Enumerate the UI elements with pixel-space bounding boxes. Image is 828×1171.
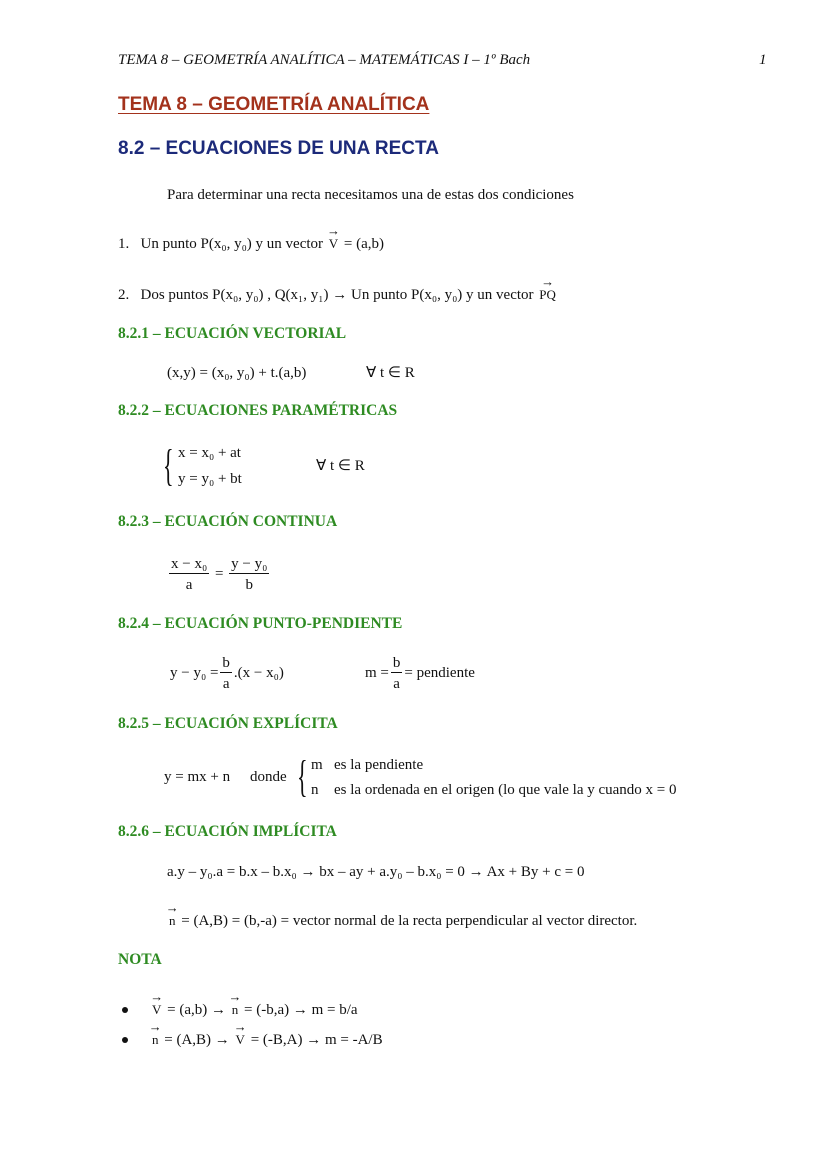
vector-n: → n bbox=[230, 1001, 241, 1019]
running-header: TEMA 8 – GEOMETRÍA ANALÍTICA – MATEMÁTICAS I – 1º Bach bbox=[118, 52, 531, 68]
condition-text: Dos puntos P(x₀, y₀) , Q(x₁, y₁) → Un punto P(x₀, y₀) y un vector bbox=[140, 287, 534, 303]
section-title: 8.2 – ECUACIONES DE UNA RECTA bbox=[118, 138, 439, 159]
nota-text: = (-B,A) → m = -A/B bbox=[250, 1032, 383, 1048]
equals: = bbox=[214, 565, 224, 582]
heading-implicita: 8.2.6 – ECUACIÓN IMPLÍCITA bbox=[118, 823, 337, 840]
eq-punto-pendiente bbox=[170, 654, 284, 693]
lhs: m = bbox=[365, 664, 389, 681]
nota-text: = (A,B) → bbox=[164, 1032, 230, 1048]
lhs: y − y₀ = bbox=[170, 664, 219, 681]
fraction-numerator: x − x₀ bbox=[171, 556, 208, 572]
list-number: 2. bbox=[118, 287, 130, 303]
eq-vectorial: (x,y) = (x₀, y₀) + t.(a,b) bbox=[167, 365, 307, 381]
vector-n: → n bbox=[167, 912, 178, 930]
n-description: es la ordenada en el origen (lo que vale la y cuando x = 0 bbox=[334, 782, 677, 798]
heading-vectorial: 8.2.1 – ECUACIÓN VECTORIAL bbox=[118, 325, 347, 342]
fraction-numerator: b bbox=[222, 655, 230, 671]
normal-description: = (A,B) = (b,-a) = vector normal de la recta perpendicular al vector director. bbox=[181, 913, 638, 929]
list-number: 1. bbox=[118, 236, 130, 252]
condition-tail: = (a,b) bbox=[343, 236, 385, 252]
condition-text: Un punto P(x₀, y₀) y un vector bbox=[140, 236, 324, 252]
n-symbol: n bbox=[311, 782, 319, 798]
bullet bbox=[122, 1007, 128, 1013]
heading-continua: 8.2.3 – ECUACIÓN CONTINUA bbox=[118, 513, 338, 530]
vector-pq: → PQ bbox=[537, 286, 558, 304]
condition-2 bbox=[118, 286, 558, 304]
nota-item bbox=[150, 1001, 358, 1019]
donde-label: donde bbox=[250, 769, 287, 785]
vector-v: → V bbox=[327, 235, 340, 253]
m-description: es la pendiente bbox=[334, 757, 424, 773]
cond-parametricas: ∀ t ∈ R bbox=[316, 458, 365, 474]
heading-parametricas: 8.2.2 – ECUACIONES PARAMÉTRICAS bbox=[118, 402, 398, 419]
nota-text: = (-b,a) → m = b/a bbox=[244, 1002, 358, 1018]
eq-parametric-y: y = y₀ + bt bbox=[178, 471, 242, 487]
fraction-denominator: a bbox=[393, 676, 400, 692]
vector-v: → V bbox=[234, 1031, 247, 1049]
normal-vector-line bbox=[167, 912, 637, 930]
rhs: .(x − x₀) bbox=[233, 664, 284, 681]
fraction-numerator: y − y₀ bbox=[231, 556, 268, 572]
eq-explicita: y = mx + n bbox=[164, 769, 231, 785]
fraction-denominator: a bbox=[222, 676, 230, 692]
eq-pendiente bbox=[365, 654, 475, 693]
nota-text: = (a,b) → bbox=[167, 1002, 226, 1018]
eq-implicita: a.y – y₀.a = b.x – b.x₀ → bx – ay + a.y₀ – b.x₀ = 0 → Ax + By + c = 0 bbox=[167, 864, 585, 880]
fraction-denominator: a bbox=[185, 577, 193, 593]
fraction-numerator: b bbox=[392, 655, 401, 671]
condition-1 bbox=[118, 235, 384, 253]
nota-item bbox=[150, 1031, 383, 1049]
vector-v: → V bbox=[150, 1001, 163, 1019]
heading-nota: NOTA bbox=[118, 951, 162, 968]
rhs: = pendiente bbox=[404, 664, 475, 681]
bullet bbox=[122, 1037, 128, 1043]
fraction-denominator: b bbox=[245, 577, 254, 593]
document-title: TEMA 8 – GEOMETRÍA ANALÍTICA bbox=[118, 94, 430, 115]
brace: { bbox=[297, 752, 308, 801]
cond-vectorial: ∀ t ∈ R bbox=[366, 365, 415, 381]
eq-parametric-x: x = x₀ + at bbox=[178, 445, 241, 461]
m-symbol: m bbox=[311, 757, 323, 773]
heading-punto-pendiente: 8.2.4 – ECUACIÓN PUNTO-PENDIENTE bbox=[118, 615, 403, 632]
eq-continua bbox=[167, 555, 271, 594]
brace: { bbox=[163, 441, 174, 490]
heading-explicita: 8.2.5 – ECUACIÓN EXPLÍCITA bbox=[118, 715, 338, 732]
vector-n: → n bbox=[150, 1031, 161, 1049]
intro-text: Para determinar una recta necesitamos una de estas dos condiciones bbox=[167, 187, 574, 203]
page-number: 1 bbox=[759, 52, 767, 68]
